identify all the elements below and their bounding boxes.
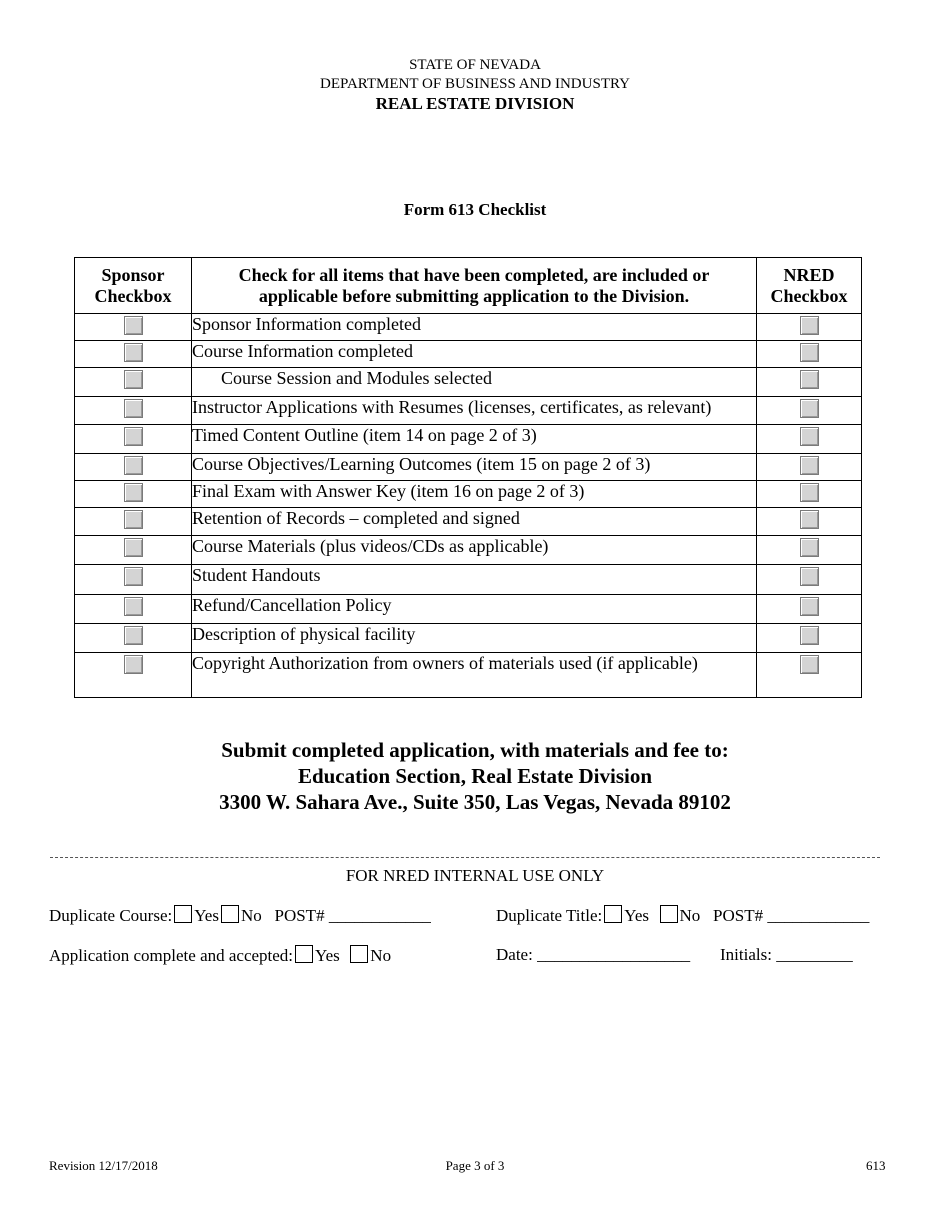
nred-checkbox[interactable] <box>800 597 819 616</box>
yes-label: Yes <box>624 906 649 925</box>
checklist-row <box>75 368 862 397</box>
checklist-row <box>75 425 862 454</box>
revision-date: Revision 12/17/2018 <box>49 1158 158 1173</box>
sponsor-checkbox[interactable] <box>124 399 143 418</box>
checklist-row <box>75 595 862 624</box>
sponsor-checkbox-header <box>75 258 192 314</box>
checklist-row <box>75 653 862 698</box>
initials-field[interactable]: _________ <box>776 945 853 964</box>
checklist-item: Course Session and Modules selected <box>192 368 757 397</box>
application-yes-checkbox[interactable] <box>295 945 313 963</box>
duplicate-title-post-field[interactable]: ____________ <box>767 906 870 925</box>
submit-line2: Education Section, Real Estate Division <box>297 764 653 788</box>
nred-checkbox[interactable] <box>800 655 819 674</box>
instructions-line2: applicable before submitting application to the Division. <box>258 285 690 306</box>
checklist-item: Refund/Cancellation Policy <box>192 595 757 624</box>
duplicate-course-yes-checkbox[interactable] <box>174 905 192 923</box>
dashed-divider <box>50 857 880 858</box>
checklist-row <box>75 341 862 368</box>
checklist-table <box>74 257 862 698</box>
no-label: No <box>240 906 262 925</box>
sponsor-checkbox[interactable] <box>124 370 143 389</box>
checklist-item: Copyright Authorization from owners of materials used (if applicable) <box>192 653 757 698</box>
checklist-row <box>75 624 862 653</box>
sponsor-checkbox[interactable] <box>124 626 143 645</box>
page-number: Page 3 of 3 <box>445 1158 505 1173</box>
checklist-item: Retention of Records – completed and signed <box>192 508 757 536</box>
sponsor-checkbox[interactable] <box>124 567 143 586</box>
sponsor-checkbox[interactable] <box>124 510 143 529</box>
checklist-row <box>75 454 862 481</box>
checklist-row <box>75 508 862 536</box>
submit-address: 3300 W. Sahara Ave., Suite 350, Las Vegas, Nevada 89102 <box>219 790 731 814</box>
checklist-row <box>75 314 862 341</box>
checklist-row <box>75 565 862 595</box>
nred-checkbox[interactable] <box>800 538 819 557</box>
nred-checkbox[interactable] <box>800 427 819 446</box>
header-state: STATE OF NEVADA <box>409 57 541 73</box>
nred-checkbox[interactable] <box>800 370 819 389</box>
sponsor-checkbox[interactable] <box>124 597 143 616</box>
form-number: 613 <box>866 1158 886 1173</box>
nred-header-line2: Checkbox <box>770 285 848 306</box>
checklist-item: Student Handouts <box>192 565 757 595</box>
no-label: No <box>679 906 701 925</box>
checklist-item: Final Exam with Answer Key (item 16 on page 2 of 3) <box>192 481 757 508</box>
checklist-item: Course Objectives/Learning Outcomes (item 15 on page 2 of 3) <box>192 454 757 481</box>
sponsor-header-line2: Checkbox <box>94 285 172 306</box>
sponsor-checkbox[interactable] <box>124 427 143 446</box>
sponsor-checkbox[interactable] <box>124 538 143 557</box>
nred-checkbox[interactable] <box>800 343 819 362</box>
sponsor-checkbox[interactable] <box>124 655 143 674</box>
nred-checkbox[interactable] <box>800 316 819 335</box>
nred-header-line1: NRED <box>783 264 835 285</box>
application-no-checkbox[interactable] <box>350 945 368 963</box>
checklist-item: Timed Content Outline (item 14 on page 2 of 3) <box>192 425 757 454</box>
duplicate-title-label: Duplicate Title: <box>496 906 603 925</box>
post-label: POST# <box>274 906 325 925</box>
application-accepted-line <box>49 945 391 966</box>
form-title: Form 613 Checklist <box>403 200 547 219</box>
sponsor-header-line1: Sponsor <box>101 264 165 285</box>
checklist-row <box>75 397 862 425</box>
checklist-item: Description of physical facility <box>192 624 757 653</box>
initials-line <box>720 945 853 965</box>
yes-label: Yes <box>315 946 340 965</box>
header-department: DEPARTMENT OF BUSINESS AND INDUSTRY <box>320 76 630 92</box>
nred-checkbox[interactable] <box>800 483 819 502</box>
duplicate-title-yes-checkbox[interactable] <box>604 905 622 923</box>
instructions-line1: Check for all items that have been completed, are included or <box>238 264 710 285</box>
checklist-row <box>75 481 862 508</box>
nred-checkbox[interactable] <box>800 510 819 529</box>
checklist-item: Course Materials (plus videos/CDs as applicable) <box>192 536 757 565</box>
date-line <box>496 945 690 965</box>
checklist-item: Sponsor Information completed <box>192 314 757 341</box>
no-label: No <box>370 946 392 965</box>
duplicate-course-label: Duplicate Course: <box>49 906 173 925</box>
date-field[interactable]: __________________ <box>537 945 691 964</box>
nred-checkbox[interactable] <box>800 399 819 418</box>
checklist-item: Course Information completed <box>192 341 757 368</box>
checklist-header-row <box>75 258 862 314</box>
sponsor-checkbox[interactable] <box>124 316 143 335</box>
submit-line1: Submit completed application, with materials and fee to: <box>221 738 729 762</box>
checklist-row <box>75 536 862 565</box>
sponsor-checkbox[interactable] <box>124 456 143 475</box>
duplicate-course-post-field[interactable]: ____________ <box>328 906 431 925</box>
duplicate-course-line <box>49 905 431 926</box>
nred-checkbox[interactable] <box>800 626 819 645</box>
duplicate-title-line <box>496 905 869 926</box>
date-label: Date: <box>496 945 533 964</box>
post-label: POST# <box>713 906 764 925</box>
duplicate-course-no-checkbox[interactable] <box>221 905 239 923</box>
checklist-item: Instructor Applications with Resumes (licenses, certificates, as relevant) <box>192 397 757 425</box>
sponsor-checkbox[interactable] <box>124 483 143 502</box>
checklist-instructions-header <box>192 258 757 314</box>
application-accepted-label: Application complete and accepted: <box>49 946 294 965</box>
internal-use-title: FOR NRED INTERNAL USE ONLY <box>345 866 605 885</box>
header-division: REAL ESTATE DIVISION <box>375 94 575 113</box>
sponsor-checkbox[interactable] <box>124 343 143 362</box>
yes-label: Yes <box>194 906 219 925</box>
nred-checkbox[interactable] <box>800 456 819 475</box>
nred-checkbox-header <box>757 258 862 314</box>
initials-label: Initials: <box>720 945 772 964</box>
duplicate-title-no-checkbox[interactable] <box>660 905 678 923</box>
nred-checkbox[interactable] <box>800 567 819 586</box>
